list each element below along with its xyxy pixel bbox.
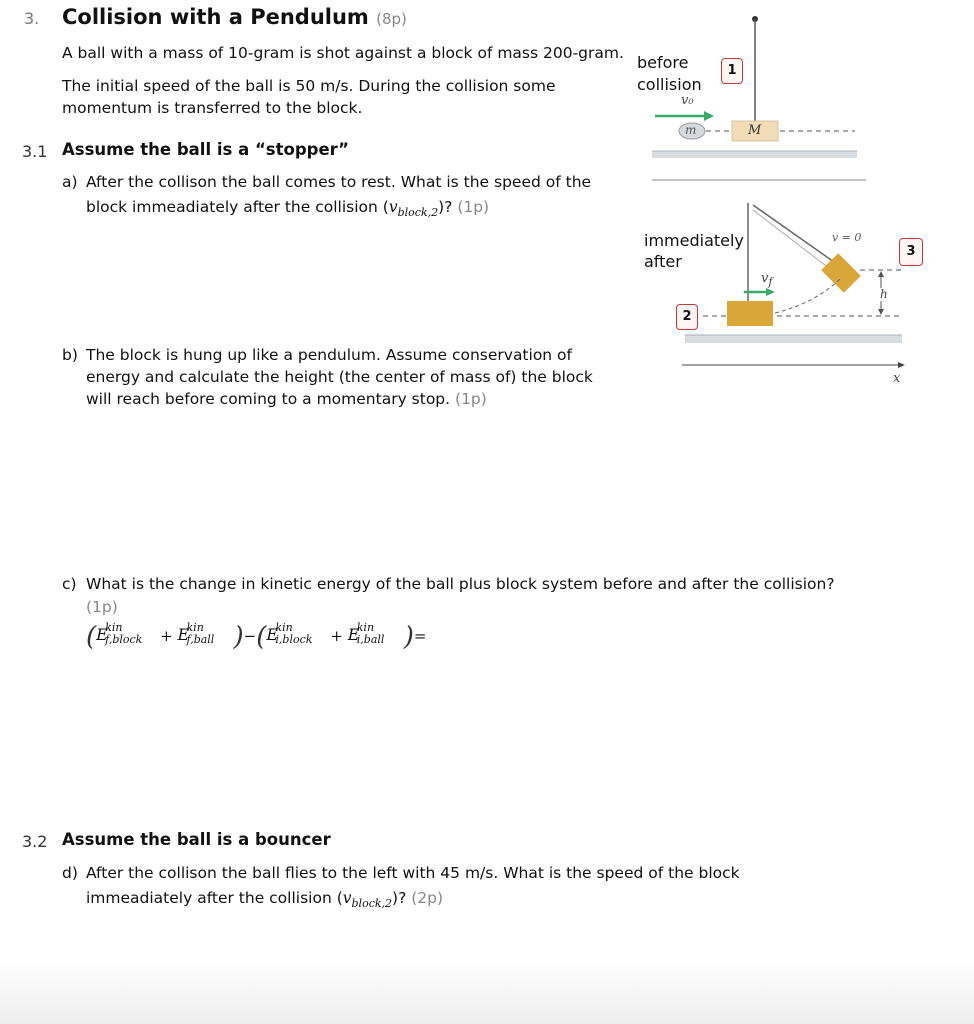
v-block-sub-d: block,2 (351, 897, 393, 911)
equals-sign: = (413, 627, 427, 645)
page-bottom-shade (0, 960, 974, 1024)
section-number: 3. (24, 9, 40, 28)
ground-after (685, 335, 902, 343)
h-label: h (880, 287, 888, 301)
paren-open-1: ( (86, 622, 97, 652)
sub31-title: Assume the ball is a “stopper” (62, 140, 349, 159)
badge-3: 3 (899, 238, 923, 266)
section-title-text: Collision with a Pendulum (62, 5, 369, 29)
term-e-f-block: E kin f,block (96, 621, 143, 646)
intro-line-2: The initial speed of the ball is 50 m/s. During the collision some (62, 77, 556, 95)
kinetic-energy-equation (86, 622, 427, 652)
x-axis-arrowhead (898, 362, 905, 368)
sub31-number: 3.1 (22, 142, 48, 161)
ground-before (652, 151, 857, 158)
question-d-line-2-post: )? (392, 889, 407, 907)
sub32-title: Assume the ball is a bouncer (62, 830, 331, 849)
v-block-var: v (388, 198, 398, 216)
v-block-var-d: v (342, 889, 352, 907)
question-a-line-2 (86, 196, 489, 224)
v-block-sub: block,2 (397, 206, 439, 220)
vf-var: v (761, 271, 769, 286)
minus-sign: − (243, 627, 257, 645)
question-a-line-2-post: )? (438, 198, 453, 216)
question-c-line-1: What is the change in kinetic energy of the ball plus block system before and after the collision? (86, 575, 835, 593)
block-after (727, 301, 773, 326)
intro-line-1: A ball with a mass of 10-gram is shot against a block of mass 200-gram. (62, 44, 624, 62)
block-swung (821, 253, 861, 293)
before-label-2: collision (637, 75, 702, 94)
block-mass-label: M (748, 123, 762, 138)
question-b-line-2: energy and calculate the height (the center of mass of) the block (86, 368, 593, 386)
paren-close-2: ) (403, 622, 414, 652)
velocity-arrowhead-vf (766, 288, 775, 296)
x-label: x (893, 371, 901, 386)
term-e-i-ball: E kin i,ball (347, 621, 385, 646)
question-a-label: a) (62, 173, 78, 191)
badge-1: 1 (721, 58, 743, 84)
vf-label (761, 271, 772, 289)
question-b-line-3-text: will reach before coming to a momentary stop. (86, 390, 451, 408)
swing-arc (775, 279, 840, 313)
vf-sub: f (768, 275, 773, 289)
question-a-line-2-pre: block immeadiately after the collision ( (86, 198, 389, 216)
section-points: (8p) (376, 10, 407, 28)
question-c-label: c) (62, 575, 77, 593)
paren-open-2: ( (256, 622, 267, 652)
term-e-i-block: E kin i,block (266, 621, 313, 646)
after-label-1: immediately (644, 231, 744, 250)
question-d-points: (2p) (411, 889, 444, 907)
before-collision-diagram (640, 10, 870, 190)
sub32-number: 3.2 (22, 832, 48, 851)
question-a-line-1: After the collison the ball comes to rest. What is the speed of the (86, 173, 592, 191)
paren-close-1: ) (233, 622, 244, 652)
plus-1: + (160, 627, 173, 645)
after-collision-diagram (640, 195, 910, 395)
pendulum-rope-swung (753, 205, 844, 269)
question-c-points: (1p) (86, 598, 118, 616)
question-d-line-1: After the collison the ball flies to the left with 45 m/s. What is the speed of the block (86, 864, 740, 882)
badge-2: 2 (676, 304, 698, 330)
question-d-label: d) (62, 864, 78, 882)
question-a-points: (1p) (457, 198, 490, 216)
question-b-points: (1p) (455, 390, 487, 408)
velocity-arrowhead-v0 (704, 111, 714, 121)
question-b-line-1: The block is hung up like a pendulum. Assume conservation of (86, 346, 572, 364)
ball-mass-label: m (685, 123, 697, 137)
v0-label: v₀ (681, 93, 694, 108)
plus-2: + (330, 627, 343, 645)
term-e-f-ball: E kin f,ball (177, 621, 215, 646)
section-title (62, 5, 407, 29)
question-d-line-2 (86, 887, 443, 915)
before-label-1: before (637, 53, 689, 72)
after-label-2: after (644, 252, 682, 271)
v-zero-label: v = 0 (832, 231, 862, 244)
question-b-line-3 (86, 388, 487, 410)
question-d-line-2-pre: immeadiately after the collision ( (86, 889, 343, 907)
question-b-label: b) (62, 346, 78, 364)
intro-line-3: momentum is transferred to the block. (62, 99, 363, 117)
